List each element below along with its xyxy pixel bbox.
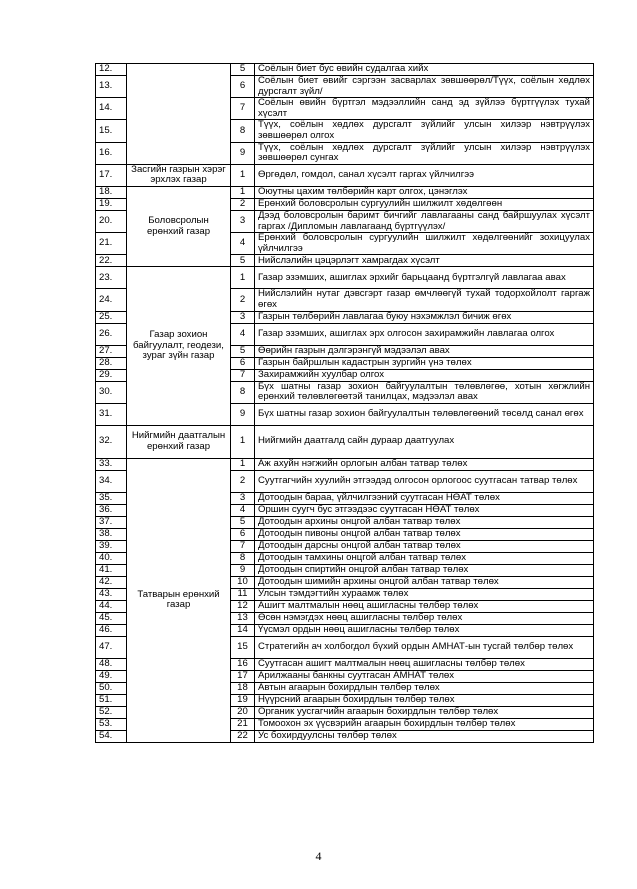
service-description: Дотоодын шимийн архины онцгой албан татвар төлөх: [255, 576, 594, 588]
service-description: Дотоодын спиртийн онцгой албан татвар төлөх: [255, 564, 594, 576]
service-index: 1: [231, 425, 255, 458]
service-index: 1: [231, 267, 255, 289]
service-index: 5: [231, 64, 255, 76]
service-index: 5: [231, 255, 255, 267]
service-description: Ерөнхий боловсролын сургуулийн шилжилт хөдөлгөөнийг зохицуулах үйлчилгээ: [255, 233, 594, 255]
service-index: 16: [231, 658, 255, 670]
row-number: 49.: [96, 670, 127, 682]
service-index: 14: [231, 624, 255, 636]
service-description: Соёлын биет бус өвийн судалгаа хийх: [255, 64, 594, 76]
service-description: Дотоодын бараа, үйлчилгээний суутгасан НӨАТ төлөх: [255, 492, 594, 504]
row-number: 36.: [96, 504, 127, 516]
service-index: 6: [231, 76, 255, 98]
row-number: 22.: [96, 255, 127, 267]
service-description: Оршин суугч бус этгээдээс суутгасан НӨАТ төлөх: [255, 504, 594, 516]
row-number: 40.: [96, 552, 127, 564]
service-index: 9: [231, 403, 255, 425]
service-description: Соёлын өвийн бүртгэл мэдээллийн санд эд зүйлээ бүртгүүлэх тухай хүсэлт: [255, 98, 594, 120]
service-description: Томоохон эх үүсвэрийн агаарын бохирдлын төлбөр төлөх: [255, 718, 594, 730]
service-index: 2: [231, 198, 255, 210]
table-row: [96, 425, 594, 458]
table-row: [96, 458, 594, 470]
service-index: 7: [231, 369, 255, 381]
service-description: Стратегийн ач холбогдол бүхий ордын АМНАТ-ын тусгай төлбөр төлөх: [255, 636, 594, 658]
service-index: 22: [231, 730, 255, 742]
service-index: 1: [231, 458, 255, 470]
service-index: 2: [231, 289, 255, 311]
service-index: 6: [231, 357, 255, 369]
service-description: Түүх, соёлын хөдлөх дурсгалт зүйлийг улсын хилээр нэвтрүүлэх зөвшөөрөл сунгах: [255, 142, 594, 164]
row-number: 29.: [96, 369, 127, 381]
service-description: Бүх шатны газар зохион байгуулалтын төлөвлөгөө, хотын хөгжлийн ерөнхий төлөвлөгөөтэй танилцах, мэдээлэл авах: [255, 381, 594, 403]
service-index: 20: [231, 706, 255, 718]
service-index: 8: [231, 381, 255, 403]
service-description: Ерөнхий боловсролын сургуулийн шилжилт хөдөлгөөн: [255, 198, 594, 210]
service-index: 19: [231, 694, 255, 706]
table-row: [96, 267, 594, 289]
service-index: 15: [231, 636, 255, 658]
row-number: 50.: [96, 682, 127, 694]
service-index: 18: [231, 682, 255, 694]
service-index: 4: [231, 504, 255, 516]
row-number: 42.: [96, 576, 127, 588]
row-number: 21.: [96, 233, 127, 255]
service-index: 13: [231, 612, 255, 624]
agency-cell: Татварын ерөнхий газар: [127, 458, 231, 742]
service-description: Нийслэлийн цэцэрлэгт хамрагдах хүсэлт: [255, 255, 594, 267]
service-index: 3: [231, 311, 255, 323]
agency-cell: Засгийн газрын хэрэг эрхлэх газар: [127, 164, 231, 186]
row-number: 19.: [96, 198, 127, 210]
service-index: 9: [231, 564, 255, 576]
service-index: 6: [231, 528, 255, 540]
row-number: 31.: [96, 403, 127, 425]
service-index: 7: [231, 98, 255, 120]
row-number: 33.: [96, 458, 127, 470]
service-index: 2: [231, 470, 255, 492]
row-number: 18.: [96, 186, 127, 198]
row-number: 53.: [96, 718, 127, 730]
service-index: 12: [231, 600, 255, 612]
table-row: [96, 64, 594, 76]
service-index: 21: [231, 718, 255, 730]
services-table-body: [96, 64, 594, 743]
service-description: Улсын тэмдэгтийн хураамж төлөх: [255, 588, 594, 600]
service-description: Дотоодын пивоны онцгой албан татвар төлөх: [255, 528, 594, 540]
row-number: 15.: [96, 120, 127, 142]
row-number: 38.: [96, 528, 127, 540]
service-index: 4: [231, 233, 255, 255]
service-description: Дотоодын дарсны онцгой албан татвар төлөх: [255, 540, 594, 552]
row-number: 14.: [96, 98, 127, 120]
service-description: Аж ахуйн нэгжийн орлогын албан татвар төлөх: [255, 458, 594, 470]
service-description: Соёлын биет өвийг сэргээн засварлах зөвшөөрөл/Түүх, соёлын хөдлөх дурсгалт зүйл/: [255, 76, 594, 98]
service-index: 3: [231, 492, 255, 504]
row-number: 44.: [96, 600, 127, 612]
row-number: 52.: [96, 706, 127, 718]
row-number: 41.: [96, 564, 127, 576]
service-description: Нийслэлийн нутаг дэвсгэрт газар өмчлөөгүй тухай тодорхойлолт гаргаж өгөх: [255, 289, 594, 311]
agency-cell: [127, 64, 231, 165]
service-description: Нийгмийн даатгалд сайн дураар даатгуулах: [255, 425, 594, 458]
service-description: Нүүрсний агаарын бохирдлын төлбөр төлөх: [255, 694, 594, 706]
service-description: Ус бохирдуулсны төлбөр төлөх: [255, 730, 594, 742]
row-number: 26.: [96, 323, 127, 345]
service-description: Ашигт малтмалын нөөц ашигласны төлбөр төлөх: [255, 600, 594, 612]
service-description: Өсөн нэмэгдэх нөөц ашигласны төлбөр төлөх: [255, 612, 594, 624]
row-number: 24.: [96, 289, 127, 311]
service-index: 5: [231, 516, 255, 528]
service-index: 7: [231, 540, 255, 552]
row-number: 27.: [96, 345, 127, 357]
service-index: 9: [231, 142, 255, 164]
service-description: Арилжааны банкны суутгасан АМНАТ төлөх: [255, 670, 594, 682]
service-index: 5: [231, 345, 255, 357]
row-number: 17.: [96, 164, 127, 186]
agency-cell: Нийгмийн даатгалын ерөнхий газар: [127, 425, 231, 458]
service-description: Органик уусгагчийн агаарын бохирдлын төлбөр төлөх: [255, 706, 594, 718]
service-description: Оюутны цахим төлбөрийн карт олгох, цэнэглэх: [255, 186, 594, 198]
service-index: 1: [231, 164, 255, 186]
services-table: [95, 63, 594, 743]
row-number: 12.: [96, 64, 127, 76]
service-description: Үүсмэл ордын нөөц ашигласны төлбөр төлөх: [255, 624, 594, 636]
service-description: Түүх, соёлын хөдлөх дурсгалт зүйлийг улсын хилээр нэвтрүүлэх зөвшөөрөл олгох: [255, 120, 594, 142]
service-index: 17: [231, 670, 255, 682]
service-description: Өргөдөл, гомдол, санал хүсэлт гаргах үйлчилгээ: [255, 164, 594, 186]
agency-cell: Боловсролын ерөнхий газар: [127, 186, 231, 266]
service-description: Газар эзэмших, ашиглах эрхийг барьцаанд бүртгэлгүй лавлагаа авах: [255, 267, 594, 289]
agency-cell: Газар зохион байгуулалт, геодези, зураг зүйн газар: [127, 267, 231, 425]
row-number: 37.: [96, 516, 127, 528]
service-description: Захирамжийн хуулбар олгох: [255, 369, 594, 381]
service-index: 8: [231, 552, 255, 564]
service-description: Өөрийн газрын дэлгэрэнгүй мэдээлэл авах: [255, 345, 594, 357]
service-description: Бүх шатны газар зохион байгуулалтын төлөвлөгөөний төсөлд санал өгөх: [255, 403, 594, 425]
service-index: 11: [231, 588, 255, 600]
row-number: 51.: [96, 694, 127, 706]
row-number: 46.: [96, 624, 127, 636]
table-row: [96, 186, 594, 198]
page-number: 4: [315, 849, 322, 863]
row-number: 39.: [96, 540, 127, 552]
row-number: 34.: [96, 470, 127, 492]
service-description: Дээд боловсролын баримт бичгийг лавлагааны санд байршуулах хүсэлт гаргах /Дипломын лавлагаанд бүртгүүлэх/: [255, 210, 594, 232]
table-row: [96, 164, 594, 186]
row-number: 35.: [96, 492, 127, 504]
service-description: Дотоодын архины онцгой албан татвар төлөх: [255, 516, 594, 528]
row-number: 13.: [96, 76, 127, 98]
service-description: Автын агаарын бохирдлын төлбөр төлөх: [255, 682, 594, 694]
row-number: 28.: [96, 357, 127, 369]
service-index: 1: [231, 186, 255, 198]
service-description: Суутгагчийн хуулийн этгээдэд олгосон орлогоос суутгасан татвар төлөх: [255, 470, 594, 492]
row-number: 16.: [96, 142, 127, 164]
row-number: 48.: [96, 658, 127, 670]
service-description: Дотоодын тамхины онцгой албан татвар төлөх: [255, 552, 594, 564]
row-number: 54.: [96, 730, 127, 742]
row-number: 43.: [96, 588, 127, 600]
row-number: 25.: [96, 311, 127, 323]
row-number: 20.: [96, 210, 127, 232]
service-index: 4: [231, 323, 255, 345]
service-description: Газрын байршлын кадастрын зургийн үнэ төлөх: [255, 357, 594, 369]
row-number: 30.: [96, 381, 127, 403]
row-number: 45.: [96, 612, 127, 624]
service-description: Газар эзэмших, ашиглах эрх олгосон захирамжийн лавлагаа олгох: [255, 323, 594, 345]
service-index: 10: [231, 576, 255, 588]
service-description: Газрын төлбөрийн лавлагаа буюу нэхэмжлэл бичиж өгөх: [255, 311, 594, 323]
service-index: 3: [231, 210, 255, 232]
service-description: Суутгасан ашигт малтмалын нөөц ашигласны төлбөр төлөх: [255, 658, 594, 670]
service-index: 8: [231, 120, 255, 142]
row-number: 47.: [96, 636, 127, 658]
row-number: 32.: [96, 425, 127, 458]
row-number: 23.: [96, 267, 127, 289]
